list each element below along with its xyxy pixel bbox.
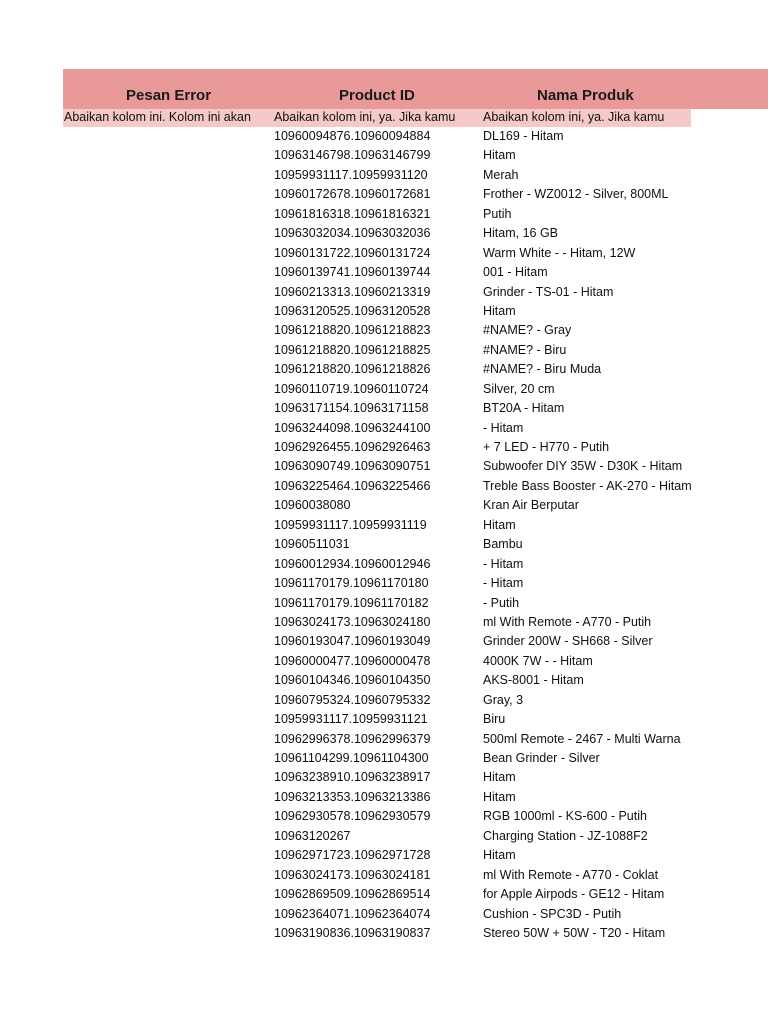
product-id-cell[interactable]: 10961170179.10961170180: [274, 576, 429, 591]
product-id-cell[interactable]: 10959931117.10959931119: [274, 517, 427, 532]
product-id-cell[interactable]: 10962930578.10962930579: [274, 809, 431, 824]
product-id-cell[interactable]: 10960139741.10960139744: [274, 265, 431, 280]
product-name-cell[interactable]: BT20A - Hitam: [483, 401, 565, 416]
product-id-cell[interactable]: 10961170179.10961170182: [274, 595, 429, 610]
product-id-cell[interactable]: 10963120525.10963120528: [274, 303, 431, 318]
product-id-cell[interactable]: 10960012934.10960012946: [274, 556, 431, 571]
product-name-cell[interactable]: AKS-8001 - Hitam: [483, 673, 584, 688]
table-row: [0, 205, 768, 224]
product-id-cell[interactable]: 10963213353.10963213386: [274, 789, 431, 804]
table-row: [0, 652, 768, 671]
product-id-cell[interactable]: 10959931117.10959931121: [274, 712, 428, 727]
product-id-cell[interactable]: 10960511031: [274, 537, 350, 552]
table-row: [0, 671, 768, 690]
table-row: [0, 749, 768, 768]
product-id-cell[interactable]: 10960213313.10960213319: [274, 284, 431, 299]
product-name-cell[interactable]: Silver, 20 cm: [483, 381, 555, 396]
product-name-cell[interactable]: RGB 1000ml - KS-600 - Putih: [483, 809, 647, 824]
product-id-cell[interactable]: 10960172678.10960172681: [274, 187, 431, 202]
table-row: [0, 866, 768, 885]
instruction-cell-product-name[interactable]: Abaikan kolom ini, ya. Jika kamu: [483, 110, 665, 124]
product-name-cell[interactable]: Putih: [483, 206, 512, 221]
product-name-cell[interactable]: 4000K 7W - - Hitam: [483, 653, 593, 668]
product-name-cell[interactable]: Cushion - SPC3D - Putih: [483, 906, 622, 921]
product-id-cell[interactable]: 10962364071.10962364074: [274, 906, 431, 921]
table-row: [0, 846, 768, 865]
table-row: [0, 224, 768, 243]
table-row: [0, 730, 768, 749]
product-id-cell[interactable]: 10960795324.10960795332: [274, 692, 431, 707]
product-name-cell[interactable]: DL169 - Hitam: [483, 129, 564, 143]
product-name-cell[interactable]: - Hitam: [483, 556, 524, 571]
product-name-cell[interactable]: 500ml Remote - 2467 - Multi Warna: [483, 731, 681, 746]
table-row: [0, 360, 768, 379]
table-row: [0, 166, 768, 185]
product-name-cell[interactable]: ml With Remote - A770 - Coklat: [483, 867, 659, 882]
column-header-pesan-error[interactable]: Pesan Error: [126, 87, 212, 104]
product-name-cell[interactable]: Merah: [483, 167, 519, 182]
product-name-cell[interactable]: Grinder - TS-01 - Hitam: [483, 284, 614, 299]
table-row: [0, 127, 768, 146]
column-header-product-id[interactable]: Product ID: [339, 87, 415, 104]
table-row: [0, 555, 768, 574]
data-rows: [0, 127, 768, 943]
table-row: [0, 302, 768, 321]
product-name-cell[interactable]: for Apple Airpods - GE12 - Hitam: [483, 887, 665, 902]
table-row: [0, 632, 768, 651]
table-row: [0, 768, 768, 787]
product-id-cell[interactable]: 10962971723.10962971728: [274, 848, 431, 863]
table-row: [0, 516, 768, 535]
product-id-cell[interactable]: 10962926455.10962926463: [274, 440, 431, 454]
table-row: [0, 399, 768, 418]
table-row: [0, 419, 768, 438]
product-name-cell[interactable]: Hitam: [483, 848, 516, 863]
product-id-cell[interactable]: 10960104346.10960104350: [274, 673, 431, 688]
product-name-cell[interactable]: - Hitam: [483, 576, 524, 591]
product-id-cell[interactable]: 10963190836.10963190837: [274, 925, 431, 940]
product-id-cell[interactable]: 10963225464.10963225466: [274, 478, 431, 493]
product-id-cell[interactable]: 10961816318.10961816321: [274, 206, 431, 221]
product-name-cell[interactable]: Hitam: [483, 789, 516, 804]
product-name-cell[interactable]: Hitam, 16 GB: [483, 226, 559, 241]
table-row: [0, 321, 768, 340]
product-id-cell[interactable]: 10963244098.10963244100: [274, 420, 431, 435]
table-row: [0, 905, 768, 924]
table-row: [0, 244, 768, 263]
product-id-cell[interactable]: 10960094876.10960094884: [274, 129, 431, 143]
product-id-cell[interactable]: 10959931117.10959931120: [274, 167, 428, 182]
product-id-cell[interactable]: 10961218820.10961218826: [274, 362, 431, 377]
table-row: [0, 185, 768, 204]
table-row: [0, 788, 768, 807]
table-row: [0, 496, 768, 515]
product-name-cell[interactable]: Hitam: [483, 517, 516, 532]
product-name-cell[interactable]: Warm White - - Hitam, 12W: [483, 245, 636, 260]
product-name-cell[interactable]: Treble Bass Booster - AK-270 - Hitam: [483, 478, 692, 493]
product-name-cell[interactable]: ml With Remote - A770 - Putih: [483, 614, 652, 629]
table-row: [0, 477, 768, 496]
table-row: [0, 807, 768, 826]
product-name-cell[interactable]: #NAME? - Biru: [483, 342, 567, 357]
table-row: [0, 283, 768, 302]
instruction-cell-product-id[interactable]: Abaikan kolom ini, ya. Jika kamu: [274, 110, 456, 124]
product-name-cell[interactable]: + 7 LED - H770 - Putih: [483, 440, 610, 454]
table-row: [0, 885, 768, 904]
table-row: [0, 535, 768, 554]
product-id-cell[interactable]: 10963146798.10963146799: [274, 148, 431, 163]
table-row: [0, 827, 768, 846]
product-name-cell[interactable]: Bean Grinder - Silver: [483, 751, 600, 765]
product-id-cell[interactable]: 10961104299.10961104300: [274, 751, 429, 765]
product-id-cell[interactable]: 10961218820.10961218825: [274, 342, 431, 357]
table-row: [0, 263, 768, 282]
product-name-cell[interactable]: Hitam: [483, 770, 516, 785]
table-row: [0, 457, 768, 476]
table-row: [0, 613, 768, 632]
product-name-cell[interactable]: Frother - WZ0012 - Silver, 800ML: [483, 187, 669, 202]
product-id-cell[interactable]: 10962869509.10962869514: [274, 887, 431, 902]
product-id-cell[interactable]: 10963238910.10963238917: [274, 770, 431, 785]
table-row: [0, 146, 768, 165]
product-id-cell[interactable]: 10963090749.10963090751: [274, 459, 431, 474]
product-name-cell[interactable]: Hitam: [483, 148, 516, 163]
product-name-cell[interactable]: Subwoofer DIY 35W - D30K - Hitam: [483, 459, 683, 474]
product-name-cell[interactable]: #NAME? - Gray: [483, 323, 572, 338]
product-name-cell[interactable]: Bambu: [483, 537, 523, 552]
product-name-cell[interactable]: Stereo 50W + 50W - T20 - Hitam: [483, 925, 666, 940]
table-row: [0, 341, 768, 360]
product-id-cell[interactable]: 10963024173.10963024180: [274, 614, 431, 629]
table-row: [0, 691, 768, 710]
product-id-cell[interactable]: 10963171154.10963171158: [274, 401, 429, 416]
product-id-cell[interactable]: 10962996378.10962996379: [274, 731, 431, 746]
table-row: [0, 924, 768, 943]
table-row: [0, 380, 768, 399]
product-id-cell[interactable]: 10960000477.10960000478: [274, 653, 431, 668]
product-id-cell[interactable]: 10960193047.10960193049: [274, 634, 431, 649]
table-row: [0, 574, 768, 593]
product-name-cell[interactable]: Hitam: [483, 303, 516, 318]
product-name-cell[interactable]: #NAME? - Biru Muda: [483, 362, 602, 377]
table-row: [0, 710, 768, 729]
table-row: [0, 594, 768, 613]
product-id-cell[interactable]: 10960110719.10960110724: [274, 381, 429, 396]
product-name-cell[interactable]: Gray, 3: [483, 692, 524, 707]
product-id-cell[interactable]: 10963032034.10963032036: [274, 226, 431, 241]
product-id-cell[interactable]: 10960038080: [274, 498, 351, 513]
product-id-cell[interactable]: 10963024173.10963024181: [274, 867, 431, 882]
product-id-cell[interactable]: 10960131722.10960131724: [274, 245, 431, 260]
instruction-cell-error[interactable]: Abaikan kolom ini. Kolom ini akan: [64, 110, 251, 124]
product-name-cell[interactable]: Charging Station - JZ-1088F2: [483, 828, 648, 843]
column-header-nama-produk[interactable]: Nama Produk: [537, 87, 634, 104]
table-row: [0, 438, 768, 457]
product-name-cell[interactable]: - Putih: [483, 595, 520, 610]
product-name-cell[interactable]: Biru: [483, 712, 506, 727]
product-id-cell[interactable]: 10963120267: [274, 828, 351, 843]
product-name-cell[interactable]: Grinder 200W - SH668 - Silver: [483, 634, 653, 649]
product-name-cell[interactable]: - Hitam: [483, 420, 524, 435]
product-name-cell[interactable]: Kran Air Berputar: [483, 498, 579, 513]
product-id-cell[interactable]: 10961218820.10961218823: [274, 323, 431, 338]
product-name-cell[interactable]: 001 - Hitam: [483, 265, 548, 280]
